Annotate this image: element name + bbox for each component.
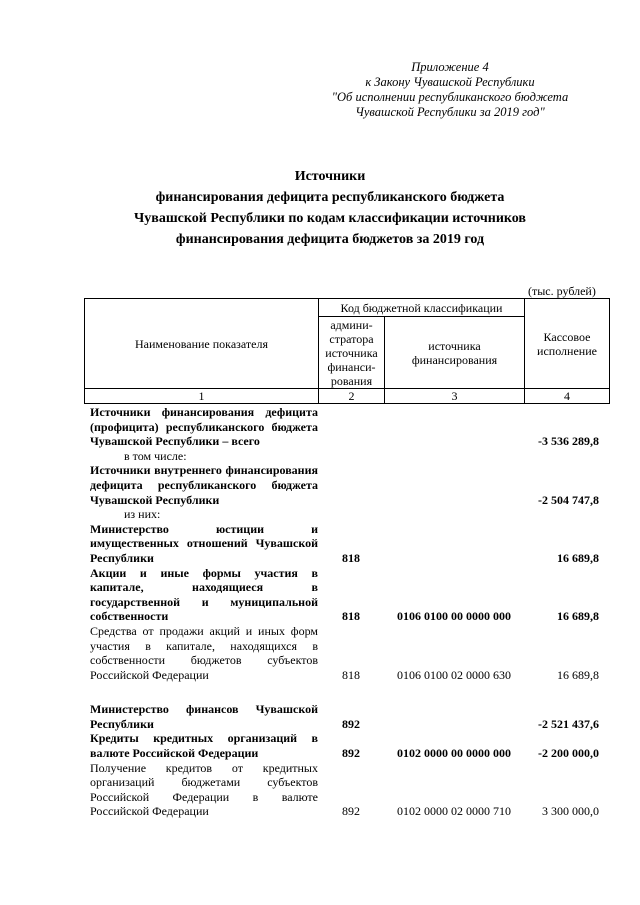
row-value: 16 689,8 [557, 609, 599, 624]
row-value: 16 689,8 [557, 550, 599, 565]
header-col-number: 3 [385, 389, 525, 404]
table-row [84, 702, 609, 731]
row-subheading: из них: [124, 507, 161, 522]
row-value: 3 300 000,0 [542, 804, 599, 819]
row-name: Министерство юстиции и имущественных отношений Чувашской Республики [90, 521, 318, 565]
row-value: 16 689,8 [557, 667, 599, 682]
table-body [84, 405, 609, 819]
row-value: -2 521 437,6 [538, 716, 599, 731]
table-row [84, 624, 609, 682]
row-admin-code: 818 [342, 667, 360, 682]
row-admin-code: 892 [342, 716, 360, 731]
header-col-number: 2 [319, 389, 385, 404]
header-col-number: 1 [85, 389, 319, 404]
title-line: финансирования дефицита бюджетов за 2019 год [175, 232, 485, 247]
header-admin: админи- стратора источника финанси- рования [319, 317, 385, 389]
header-source: источника финансирования [385, 317, 525, 389]
row-name: Кредиты кредитных организаций в валюте Российской Федерации [90, 731, 318, 761]
row-admin-code: 892 [342, 746, 360, 761]
table-row [84, 761, 609, 819]
row-name: Министерство финансов Чувашской Республики [90, 702, 318, 731]
row-value: -3 536 289,8 [538, 434, 599, 449]
row-source-code: 0102 0000 02 0000 710 [397, 804, 511, 819]
units-label: (тыс. рублей) [528, 284, 596, 298]
document-title [80, 166, 580, 250]
header-code-group: Код бюджетной классификации [319, 299, 525, 317]
row-name: Средства от продажи акций и иных форм участия в капитале, находящихся в собственности бюджетов субъектов Российской Федерации [90, 623, 318, 682]
row-source-code: 0106 0100 00 0000 000 [397, 609, 511, 624]
header-col-number: 4 [525, 389, 610, 404]
row-admin-code: 892 [342, 804, 360, 819]
row-admin-code: 818 [342, 550, 360, 565]
row-name: Получение кредитов от кредитных организаций бюджетами субъектов Российской Федерации в валюте Российской Федерации [90, 760, 318, 819]
table-row [84, 405, 609, 449]
header-name: Наименование показателя [85, 299, 319, 389]
header-cash: Кассовое исполнение [525, 299, 610, 389]
row-admin-code: 818 [342, 609, 360, 624]
row-spacer [84, 682, 609, 702]
appendix-line: "Об исполнении республиканского бюджета [331, 90, 569, 104]
row-value: -2 200 000,0 [538, 746, 599, 761]
appendix-caption [300, 60, 600, 120]
appendix-line: к Закону Чувашской Республики [365, 75, 535, 89]
table-row [84, 463, 609, 507]
row-value: -2 504 747,8 [538, 492, 599, 507]
table-row [84, 522, 609, 566]
table-row [84, 731, 609, 760]
row-source-code: 0106 0100 02 0000 630 [397, 667, 511, 682]
appendix-line: Приложение 4 [411, 60, 489, 74]
appendix-line: Чувашской Республики за 2019 год" [355, 105, 545, 119]
row-source-code: 0102 0000 00 0000 000 [397, 746, 511, 761]
title-line: Источники [294, 169, 366, 184]
table-row [84, 566, 609, 624]
table-header [84, 298, 610, 404]
row-name: Источники внутреннего финансирования дефицита республиканского бюджета Чувашской Республики [90, 463, 318, 507]
title-line: Чувашской Республики по кодам классификации источников [134, 211, 526, 226]
title-line: финансирования дефицита республиканского бюджета [155, 190, 505, 205]
row-subheading: в том числе: [124, 448, 187, 463]
row-name: Источники финансирования дефицита (профицита) республиканского бюджета Чувашской Республики – всего [90, 405, 318, 449]
row-name: Акции и иные формы участия в капитале, находящиеся в государственной и муниципальной собственности [90, 565, 318, 624]
